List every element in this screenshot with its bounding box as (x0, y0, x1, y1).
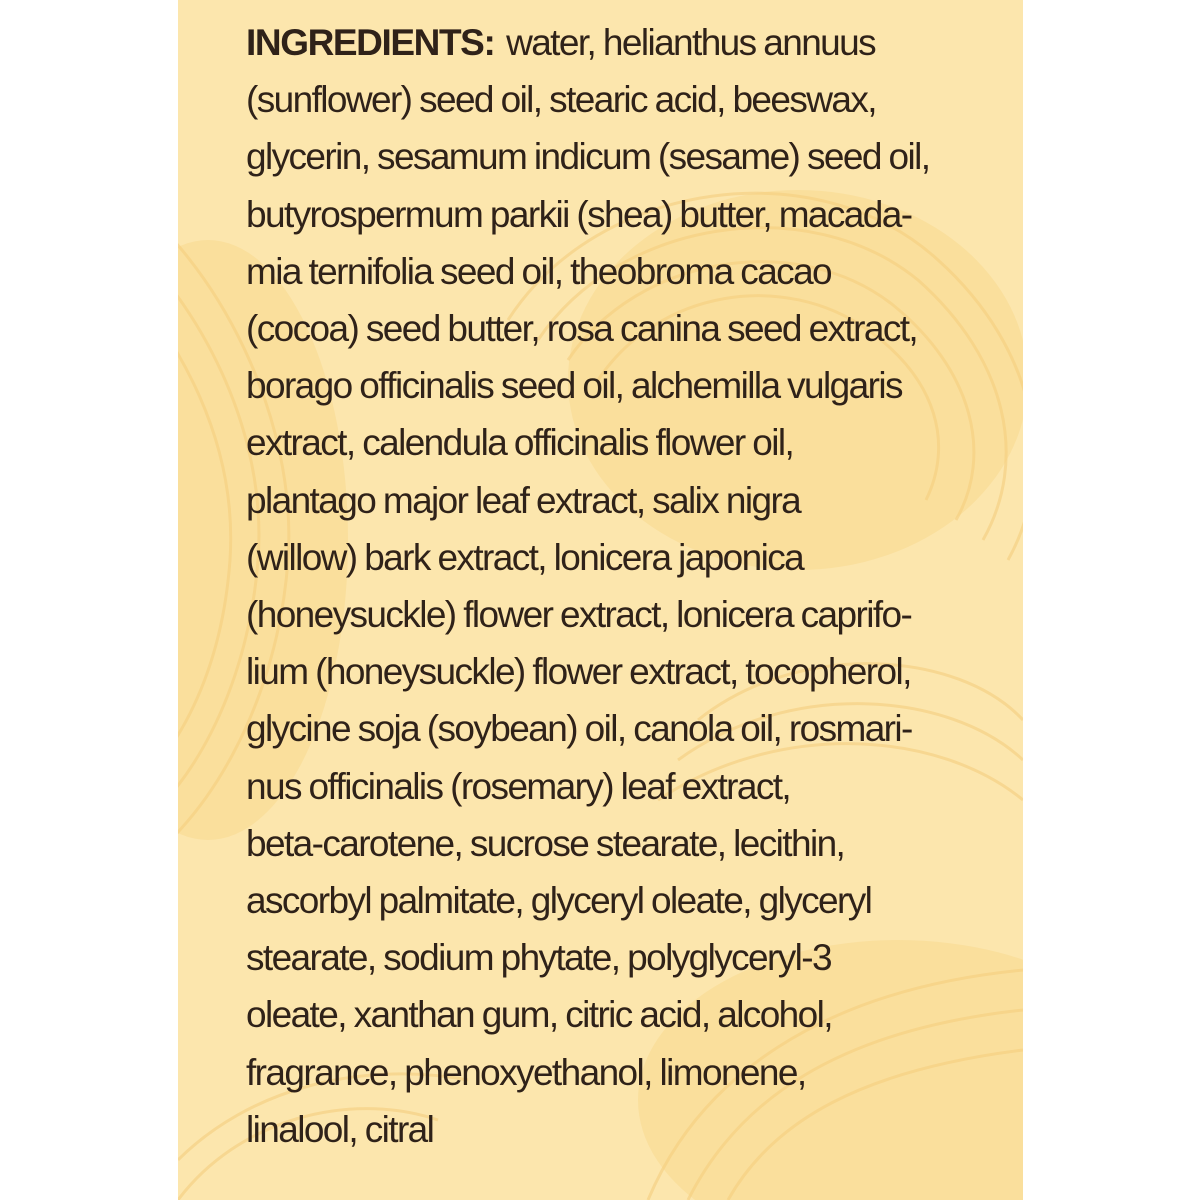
ingredients-line: (honeysuckle) flower extract, lonicera caprifo- (246, 594, 912, 636)
ingredients-text (246, 14, 1016, 1158)
ingredients-line: (cocoa) seed butter, rosa canina seed extract, (246, 308, 918, 350)
ingredients-line: lium (honeysuckle) flower extract, tocopherol, (246, 651, 911, 693)
ingredients-line: extract, calendula officinalis flower oil, (246, 422, 794, 464)
ingredients-line: ascorbyl palmitate, glyceryl oleate, glyceryl (246, 880, 872, 922)
ingredients-line: oleate, xanthan gum, citric acid, alcohol, (246, 994, 832, 1036)
ingredients-line: mia ternifolia seed oil, theobroma cacao (246, 250, 832, 292)
ingredients-line: plantago major leaf extract, salix nigra (246, 479, 801, 521)
ingredients-line: fragrance, phenoxyethanol, limonene, (246, 1051, 806, 1093)
ingredients-line: beta-carotene, sucrose stearate, lecithin, (246, 822, 845, 864)
ingredients-line: (sunflower) seed oil, stearic acid, beeswax, (246, 79, 876, 121)
ingredient-text-line: water, helianthus annuus (506, 22, 876, 63)
ingredients-line: butyrospermum parkii (shea) butter, macada- (246, 193, 912, 235)
ingredients-line: (willow) bark extract, lonicera japonica (246, 536, 804, 578)
ingredients-line: stearate, sodium phytate, polyglyceryl-3 (246, 937, 831, 979)
ingredients-panel (178, 0, 1023, 1200)
ingredients-line: borago officinalis seed oil, alchemilla vulgaris (246, 365, 902, 407)
ingredients-heading: INGREDIENTS: (246, 22, 495, 63)
ingredients-line: glycerin, sesamum indicum (sesame) seed oil, (246, 136, 930, 178)
ingredients-line: nus officinalis (rosemary) leaf extract, (246, 765, 791, 807)
ingredients-line (246, 14, 1016, 71)
ingredients-line: linalool, citral (246, 1108, 434, 1150)
ingredients-line: glycine soja (soybean) oil, canola oil, rosmari- (246, 708, 912, 750)
